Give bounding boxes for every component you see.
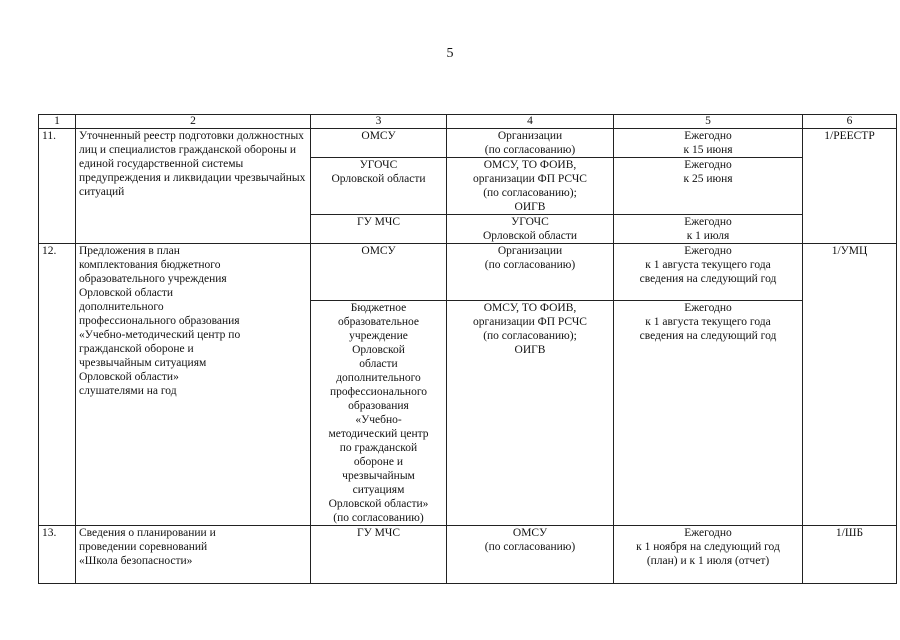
row-code: 1/РЕЕСТР bbox=[803, 129, 897, 244]
deadline-cell: Ежегодно к 1 августа текущего года сведения на следующий год bbox=[614, 244, 803, 301]
table-row bbox=[39, 244, 897, 301]
recipient-cell: ОМСУ (по согласованию) bbox=[447, 526, 614, 584]
data-table bbox=[38, 114, 897, 584]
source-cell: ОМСУ bbox=[311, 129, 447, 158]
table-row bbox=[39, 526, 897, 584]
row-number: 11. bbox=[39, 129, 76, 244]
column-header-4: 4 bbox=[447, 115, 614, 129]
recipient-cell: УГОЧС Орловской области bbox=[447, 215, 614, 244]
source-cell: УГОЧС Орловской области bbox=[311, 158, 447, 215]
row-description: Сведения о планировании и проведении соревнований «Школа безопасности» bbox=[76, 526, 311, 584]
column-header-6: 6 bbox=[803, 115, 897, 129]
deadline-cell: Ежегодно к 1 августа текущего года сведения на следующий год bbox=[614, 301, 803, 526]
table-row bbox=[39, 129, 897, 158]
row-number: 12. bbox=[39, 244, 76, 526]
row-number: 13. bbox=[39, 526, 76, 584]
column-header-1: 1 bbox=[39, 115, 76, 129]
recipient-cell: Организации (по согласованию) bbox=[447, 244, 614, 301]
source-cell: ОМСУ bbox=[311, 244, 447, 301]
recipient-cell: ОМСУ, ТО ФОИВ, организации ФП РСЧС (по согласованию); ОИГВ bbox=[447, 301, 614, 526]
source-cell: ГУ МЧС bbox=[311, 215, 447, 244]
row-code: 1/ШБ bbox=[803, 526, 897, 584]
row-code: 1/УМЦ bbox=[803, 244, 897, 526]
header-row bbox=[39, 115, 897, 129]
row-description: Уточненный реестр подготовки должностных лиц и специалистов гражданской обороны и единой государственной системы предупреждения и ликвидации чрезвычайных ситуаций bbox=[76, 129, 311, 244]
deadline-cell: Ежегодно к 1 ноября на следующий год (план) и к 1 июля (отчет) bbox=[614, 526, 803, 584]
deadline-cell: Ежегодно к 25 июня bbox=[614, 158, 803, 215]
source-cell: Бюджетное образовательное учреждение Орловской области дополнительного профессионального образования «Учебно- методический центр по гражданской обороне и чрезвычайным ситуациям Орловской области» (по согласованию) bbox=[311, 301, 447, 526]
recipient-cell: Организации (по согласованию) bbox=[447, 129, 614, 158]
row-description: Предложения в план комплектования бюджетного образовательного учреждения Орловской области дополнительного профессионального образования «Учебно-методический центр по гражданской обороне и чрезвычайным ситуациям Орловской области» слушателями на год bbox=[76, 244, 311, 526]
recipient-cell: ОМСУ, ТО ФОИВ, организации ФП РСЧС (по согласованию); ОИГВ bbox=[447, 158, 614, 215]
column-header-5: 5 bbox=[614, 115, 803, 129]
page-number: 5 bbox=[446, 46, 454, 61]
column-header-2: 2 bbox=[76, 115, 311, 129]
deadline-cell: Ежегодно к 1 июля bbox=[614, 215, 803, 244]
column-header-3: 3 bbox=[311, 115, 447, 129]
deadline-cell: Ежегодно к 15 июня bbox=[614, 129, 803, 158]
source-cell: ГУ МЧС bbox=[311, 526, 447, 584]
